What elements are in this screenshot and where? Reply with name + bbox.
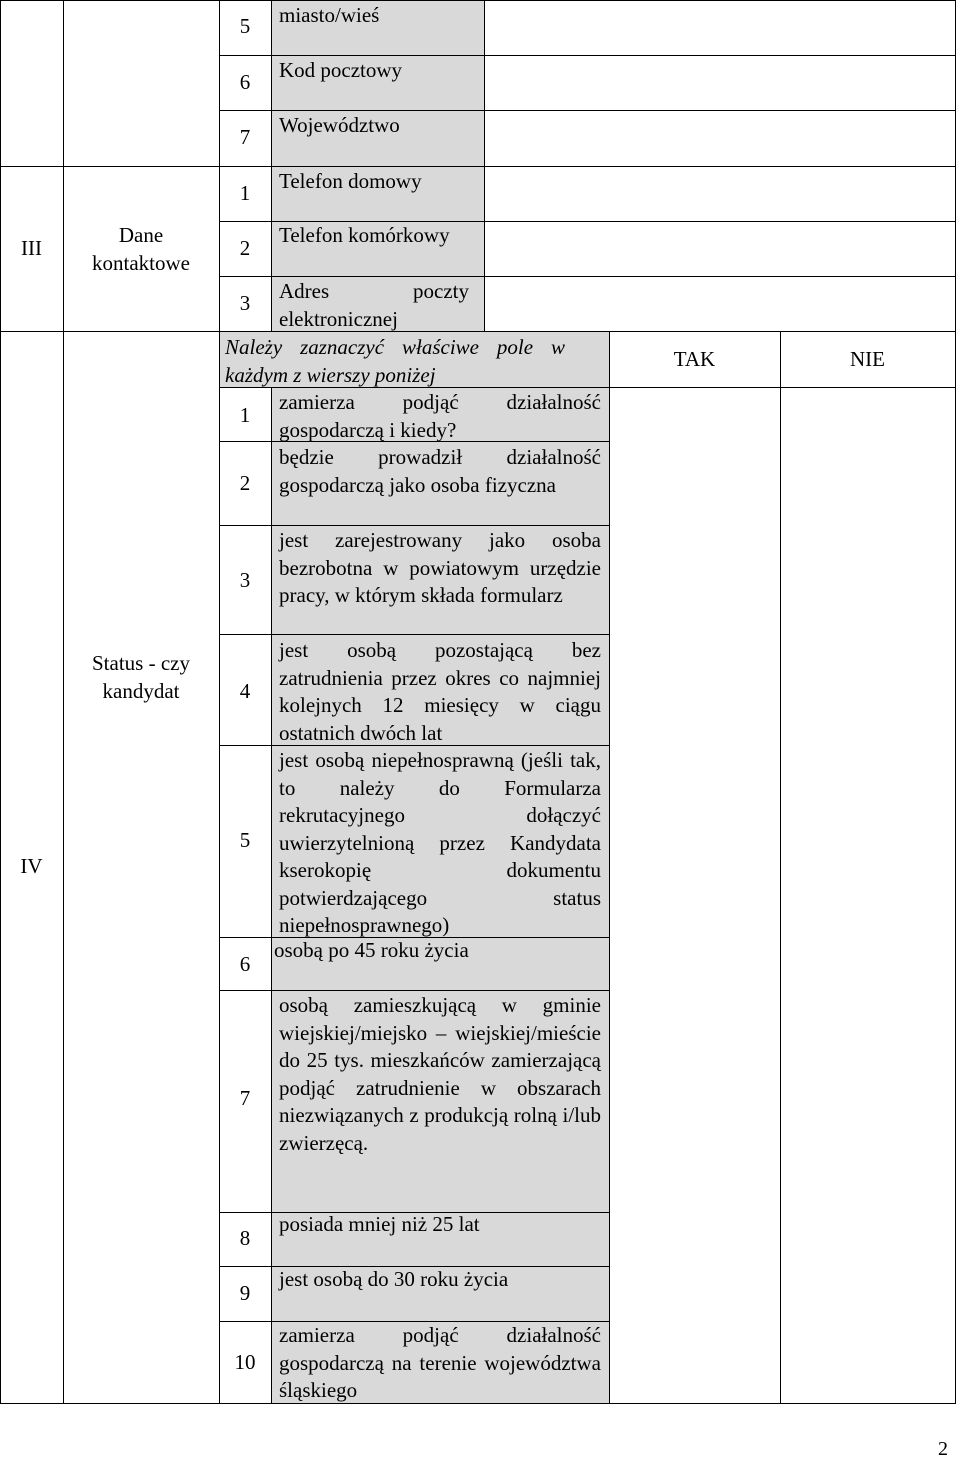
row-label: osobą po 45 roku życia [274,938,469,962]
row-label: osobą zamieszkującą w gminie wiejskiej/miejsko – wiejskiej/mieście do 25 tys. mieszkańców zamierzającą podjąć zatrudnienie w obszarach niezwiązanych z produkcją rolną i/lub zwierzęcą. [279,993,601,1155]
row-label: Telefon komórkowy [279,223,450,247]
row-number: 7 [239,1086,251,1110]
row-label: Telefon domowy [279,169,422,193]
row-number: 7 [239,125,251,149]
row-number: 9 [239,1281,251,1305]
row-number: 8 [239,1226,251,1250]
column-header-tak: TAK [673,347,716,371]
row-label: jest osobą pozostającą bez zatrudnienia przez okres co najmniej kolejnych 12 miesięcy w ciągu ostatnich dwóch lat [279,638,601,745]
row-number: 6 [239,70,251,94]
row-number: 6 [239,952,251,976]
row-label: jest zarejestrowany jako osoba bezrobotna w powiatowym urzędzie pracy, w którym składa formularz [279,528,601,607]
section-iv-roman: IV [20,854,43,878]
column-header-nie: NIE [850,347,885,371]
row-label: jest osobą do 30 roku życia [279,1267,509,1291]
row-number: 2 [239,236,251,260]
row-number: 10 [234,1350,256,1374]
row-number: 5 [239,14,251,38]
section-iii-roman: III [21,236,42,260]
status-instruction: Należy zaznaczyć właściwe pole w każdym z wierszy poniżej [225,335,565,387]
row-number: 5 [239,828,251,852]
row-number: 1 [239,181,251,205]
row-label: Kod pocztowy [279,58,403,82]
row-label: będzie prowadził działalność gospodarczą jako osoba fizyczna [279,445,601,497]
page-number: 2 [938,1438,948,1460]
row-number: 2 [239,471,251,495]
row-number: 3 [239,568,251,592]
row-label: Adres poczty elektronicznej [279,279,469,331]
row-number: 4 [239,679,251,703]
row-label: miasto/wieś [279,3,380,27]
section-iii-title: Dane kontaktowe [92,223,190,275]
row-label: posiada mniej niż 25 lat [279,1212,480,1236]
row-label: zamierza podjąć działalność gospodarczą na terenie województwa śląskiego [279,1323,601,1402]
row-number: 3 [239,291,251,315]
row-label: zamierza podjąć działalność gospodarczą i kiedy? [279,390,601,442]
section-iv-title: Status - czy kandydat [92,651,190,703]
row-label: jest osobą niepełnosprawną (jeśli tak, to należy do Formularza rekrutacyjnego dołączyć uwierzytelnioną przez Kandydata kserokopię dokumentu potwierdzającego status niepełnosprawnego) [279,748,601,937]
row-label: Województwo [279,113,400,137]
row-number: 1 [239,403,251,427]
